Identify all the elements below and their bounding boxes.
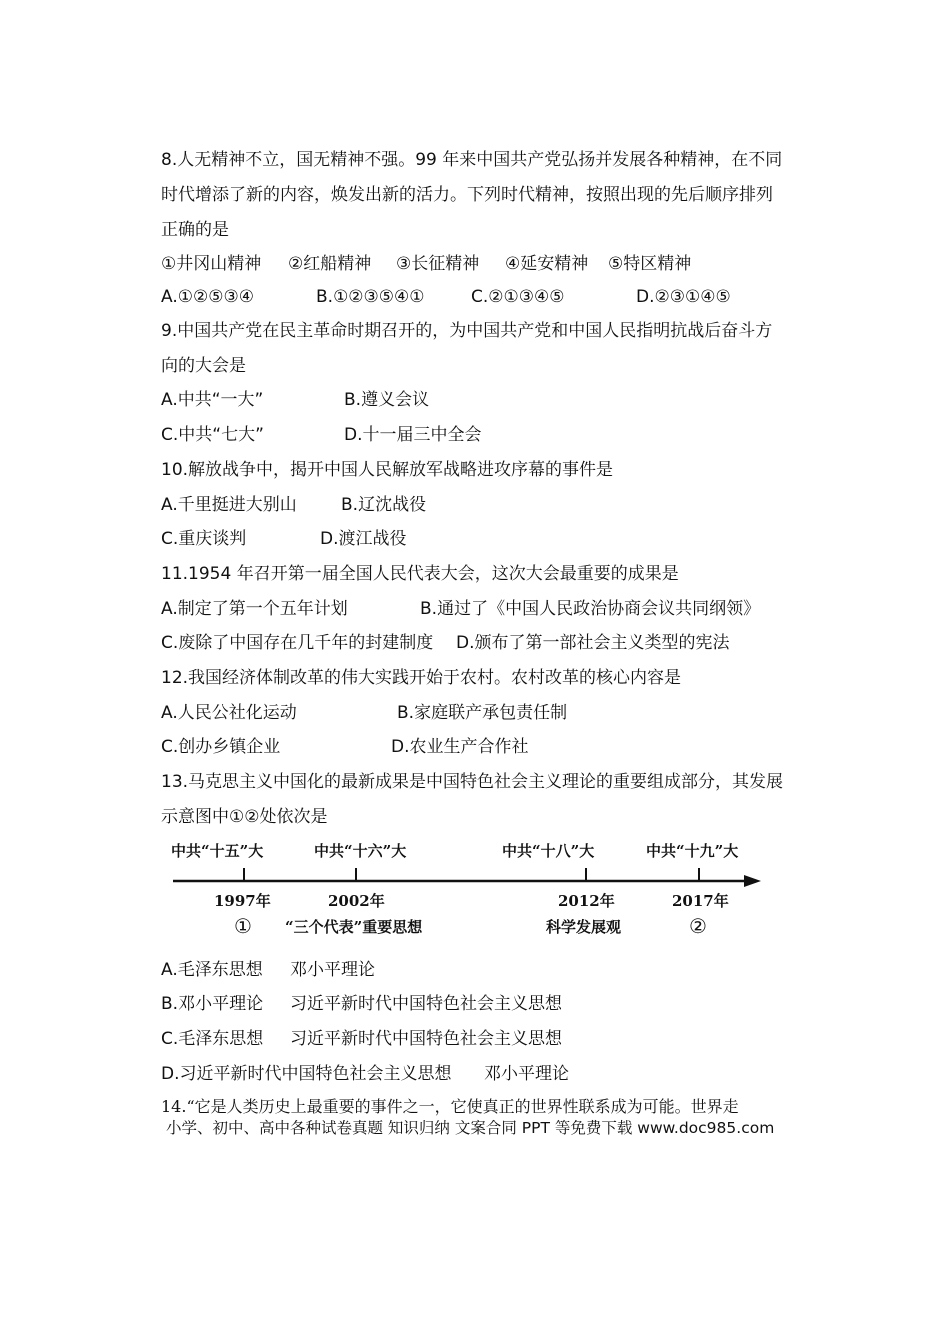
q11-option-b: B.通过了《中国人民政治协商会议共同纲领》: [420, 599, 761, 619]
q13-option-d-second: 邓小平理论: [484, 1064, 569, 1084]
timeline-year-2012: 2012年: [558, 892, 615, 910]
q12-stem: 12.我国经济体制改革的伟大实践开始于农村。农村改革的核心内容是: [161, 668, 682, 688]
q10-stem: 10.解放战争中，揭开中国人民解放军战略进攻序幕的事件是: [161, 460, 614, 480]
timeline-congress-16: 中共“十六”大: [314, 842, 407, 860]
timeline-year-1997: 1997年: [214, 892, 271, 910]
q11-stem: 11.1954 年召开第一届全国人民代表大会，这次大会最重要的成果是: [161, 564, 679, 584]
q8-item: ④延安精神: [505, 254, 589, 274]
q8-item: ②红船精神: [288, 254, 372, 274]
q8-option-a: A.①②⑤③④: [161, 287, 254, 307]
q8-option-d: D.②③①④⑤: [636, 287, 731, 307]
q10-option-d: D.渡江战役: [320, 529, 407, 549]
q12-option-d: D.农业生产合作社: [391, 737, 529, 757]
timeline-arrow-head: [744, 875, 761, 887]
q12-option-c: C.创办乡镇企业: [161, 737, 281, 757]
timeline-congress-19: 中共“十九”大: [646, 842, 739, 860]
q9-option-c: C.中共“七大”: [161, 425, 264, 445]
q8-item: ③长征精神: [396, 254, 480, 274]
q9-stem-line2: 向的大会是: [161, 356, 246, 376]
q14-stem: 14.“它是人类历史上最重要的事件之一，它使真正的世界性联系成为可能。世界走: [161, 1097, 739, 1116]
timeline-congress-15: 中共“十五”大: [171, 842, 264, 860]
q13-option-c-second: 习近平新时代中国特色社会主义思想: [290, 1029, 562, 1049]
q11-option-c: C.废除了中国存在几千年的封建制度: [161, 633, 434, 653]
q10-option-a: A.千里挺进大别山: [161, 495, 297, 515]
q13-stem-line1: 13.马克思主义中国化的最新成果是中国特色社会主义理论的重要组成部分，其发展: [161, 772, 784, 792]
q8-option-c: C.②①③④⑤: [471, 287, 565, 307]
q10-option-b: B.辽沈战役: [341, 495, 427, 515]
q12-option-b: B.家庭联产承包责任制: [397, 703, 568, 723]
q9-option-a: A.中共“一大”: [161, 390, 264, 410]
timeline-blank-1: ①: [234, 914, 252, 938]
q13-stem-line2: 示意图中①②处依次是: [161, 807, 328, 827]
q10-option-c: C.重庆谈判: [161, 529, 247, 549]
q13-option-a-first: A.毛泽东思想: [161, 960, 263, 980]
q12-option-a: A.人民公社化运动: [161, 703, 297, 723]
q8-stem-line3: 正确的是: [161, 220, 229, 240]
timeline-year-2017: 2017年: [672, 892, 729, 910]
timeline-year-2002: 2002年: [328, 892, 385, 910]
q13-option-c-first: C.毛泽东思想: [161, 1029, 264, 1049]
q8-stem-line1: 8.人无精神不立，国无精神不强。99 年来中国共产党弘扬并发展各种精神，在不同: [161, 150, 783, 170]
timeline-congress-18: 中共“十八”大: [502, 842, 595, 860]
q11-option-a: A.制定了第一个五年计划: [161, 599, 348, 619]
q13-option-a-second: 邓小平理论: [290, 960, 375, 980]
footer-download-notice: 小学、初中、高中各种试卷真题 知识归纳 文案合同 PPT 等免费下载 www.doc985.com: [166, 1119, 775, 1137]
q8-option-b: B.①②③⑤④①: [316, 287, 425, 307]
q9-option-b: B.遵义会议: [344, 390, 430, 410]
q8-item: ⑤特区精神: [608, 254, 692, 274]
timeline-blank-2: ②: [689, 914, 707, 938]
timeline-theory-three-represents: “三个代表”重要思想: [285, 918, 423, 936]
q13-option-b-first: B.邓小平理论: [161, 994, 264, 1014]
q8-item: ①井冈山精神: [161, 254, 262, 274]
q9-option-d: D.十一届三中全会: [344, 425, 482, 445]
q8-stem-line2: 时代增添了新的内容，焕发出新的活力。下列时代精神，按照出现的先后顺序排列: [161, 185, 773, 205]
q13-option-b-second: 习近平新时代中国特色社会主义思想: [290, 994, 562, 1014]
q11-option-d: D.颁布了第一部社会主义类型的宪法: [456, 633, 730, 653]
q13-option-d-first: D.习近平新时代中国特色社会主义思想: [161, 1064, 452, 1084]
timeline-theory-scientific-development: 科学发展观: [546, 918, 622, 936]
q9-stem-line1: 9.中国共产党在民主革命时期召开的，为中国共产党和中国人民指明抗战后奋斗方: [161, 321, 773, 341]
